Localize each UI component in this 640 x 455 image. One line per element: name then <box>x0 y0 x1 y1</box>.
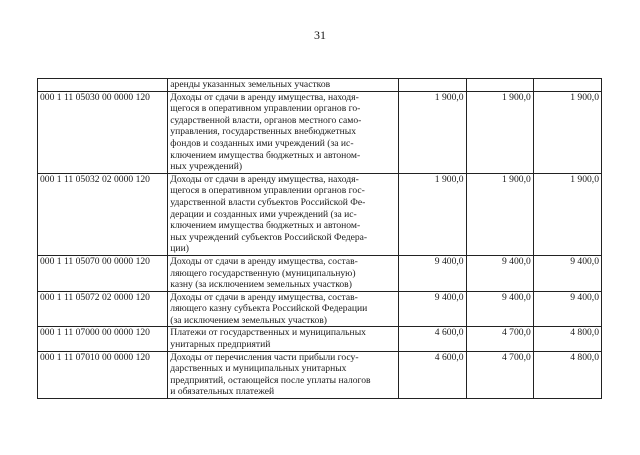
revenue-name-cell <box>168 327 399 351</box>
revenue-name-line: дерации и созданных ими учреждений (за ис- <box>170 208 357 220</box>
amount-cell-2: 4 700,0 <box>466 327 533 351</box>
revenue-name-cell <box>168 79 399 92</box>
page-number: 31 <box>314 28 326 42</box>
amount-cell-3: 9 400,0 <box>533 255 601 291</box>
revenue-name-line: управления, государственных внебюджетных <box>170 126 356 138</box>
amount-cell-1: 4 600,0 <box>399 327 466 351</box>
revenue-name-line: сударственной власти, органов местного само- <box>170 114 362 126</box>
table-row <box>38 327 602 351</box>
budget-code-cell: 000 1 11 07000 00 0000 120 <box>38 327 168 351</box>
revenue-name-line: ляющего казну субъекта Российской Федерации <box>170 303 368 315</box>
amount-cell-3: 4 800,0 <box>533 351 601 398</box>
amount-cell-1 <box>399 79 466 92</box>
amount-cell-3: 4 800,0 <box>533 327 601 351</box>
amount-cell-2 <box>466 79 533 92</box>
table-row <box>38 173 602 255</box>
revenue-name-line: фондов и созданных ими учреждений (за ис- <box>170 137 354 149</box>
amount-cell-2: 1 900,0 <box>466 173 533 255</box>
revenue-name-line: Доходы от сдачи в аренду имущества, находя- <box>170 91 359 103</box>
budget-revenue-table <box>37 78 602 399</box>
revenue-name-line: ции) <box>170 243 189 255</box>
amount-cell-3 <box>533 79 601 92</box>
revenue-name-cell <box>168 255 399 291</box>
revenue-name-line: (за исключением земельных участков) <box>170 314 328 326</box>
revenue-name-line: ударственной власти субъектов Российской Фе- <box>170 196 366 208</box>
revenue-name-line: дарственных и муниципальных унитарных <box>170 363 347 375</box>
revenue-name-line: предприятий, остающейся после уплаты налогов <box>170 374 371 386</box>
amount-cell-3: 9 400,0 <box>533 291 601 327</box>
amount-cell-3: 1 900,0 <box>533 91 601 173</box>
revenue-name-line: Доходы от сдачи в аренду имущества, находя- <box>170 173 359 185</box>
amount-cell-1: 9 400,0 <box>399 291 466 327</box>
revenue-name-line: аренды указанных земельных участков <box>170 79 331 90</box>
revenue-name-line: ляющего государственную (муниципальную) <box>170 267 356 279</box>
table-row <box>38 351 602 398</box>
amount-cell-2: 9 400,0 <box>466 255 533 291</box>
budget-code-cell: 000 1 11 05070 00 0000 120 <box>38 255 168 291</box>
amount-cell-2: 4 700,0 <box>466 351 533 398</box>
table-row <box>38 79 602 92</box>
budget-code-cell: 000 1 11 07010 00 0000 120 <box>38 351 168 398</box>
revenue-name-cell <box>168 291 399 327</box>
revenue-name-line: ключением имущества бюджетных и автоном- <box>170 220 361 232</box>
revenue-name-line: Платежи от государственных и муниципальных <box>170 327 366 339</box>
revenue-name-line: ных учреждений субъектов Российской Федера- <box>170 231 368 243</box>
amount-cell-1: 4 600,0 <box>399 351 466 398</box>
amount-cell-3: 1 900,0 <box>533 173 601 255</box>
table-row <box>38 91 602 173</box>
revenue-name-line: унитарных предприятий <box>170 339 271 351</box>
revenue-name-line: ключением имущества бюджетных и автоном- <box>170 149 361 161</box>
amount-cell-2: 1 900,0 <box>466 91 533 173</box>
budget-code-cell: 000 1 11 05032 02 0000 120 <box>38 173 168 255</box>
revenue-name-line: и обязательных платежей <box>170 386 275 398</box>
budget-code-cell <box>38 79 168 92</box>
amount-cell-2: 9 400,0 <box>466 291 533 327</box>
revenue-name-line: казну (за исключением земельных участков) <box>170 279 352 291</box>
table-row <box>38 255 602 291</box>
budget-code-cell: 000 1 11 05030 00 0000 120 <box>38 91 168 173</box>
amount-cell-1: 1 900,0 <box>399 91 466 173</box>
revenue-name-line: Доходы от сдачи в аренду имущества, состав- <box>170 255 358 267</box>
revenue-name-line: ных учреждений) <box>170 161 243 173</box>
revenue-name-cell <box>168 351 399 398</box>
table-row <box>38 291 602 327</box>
revenue-name-cell <box>168 91 399 173</box>
revenue-name-cell <box>168 173 399 255</box>
revenue-name-line: щегося в оперативном управлении органов гос- <box>170 185 365 197</box>
revenue-name-line: Доходы от сдачи в аренду имущества, состав- <box>170 291 358 303</box>
amount-cell-1: 1 900,0 <box>399 173 466 255</box>
amount-cell-1: 9 400,0 <box>399 255 466 291</box>
revenue-name-line: щегося в оперативном управлении органов го- <box>170 103 361 115</box>
revenue-name-line: Доходы от перечисления части прибыли госу- <box>170 351 359 363</box>
table-body <box>38 79 602 399</box>
budget-code-cell: 000 1 11 05072 02 0000 120 <box>38 291 168 327</box>
